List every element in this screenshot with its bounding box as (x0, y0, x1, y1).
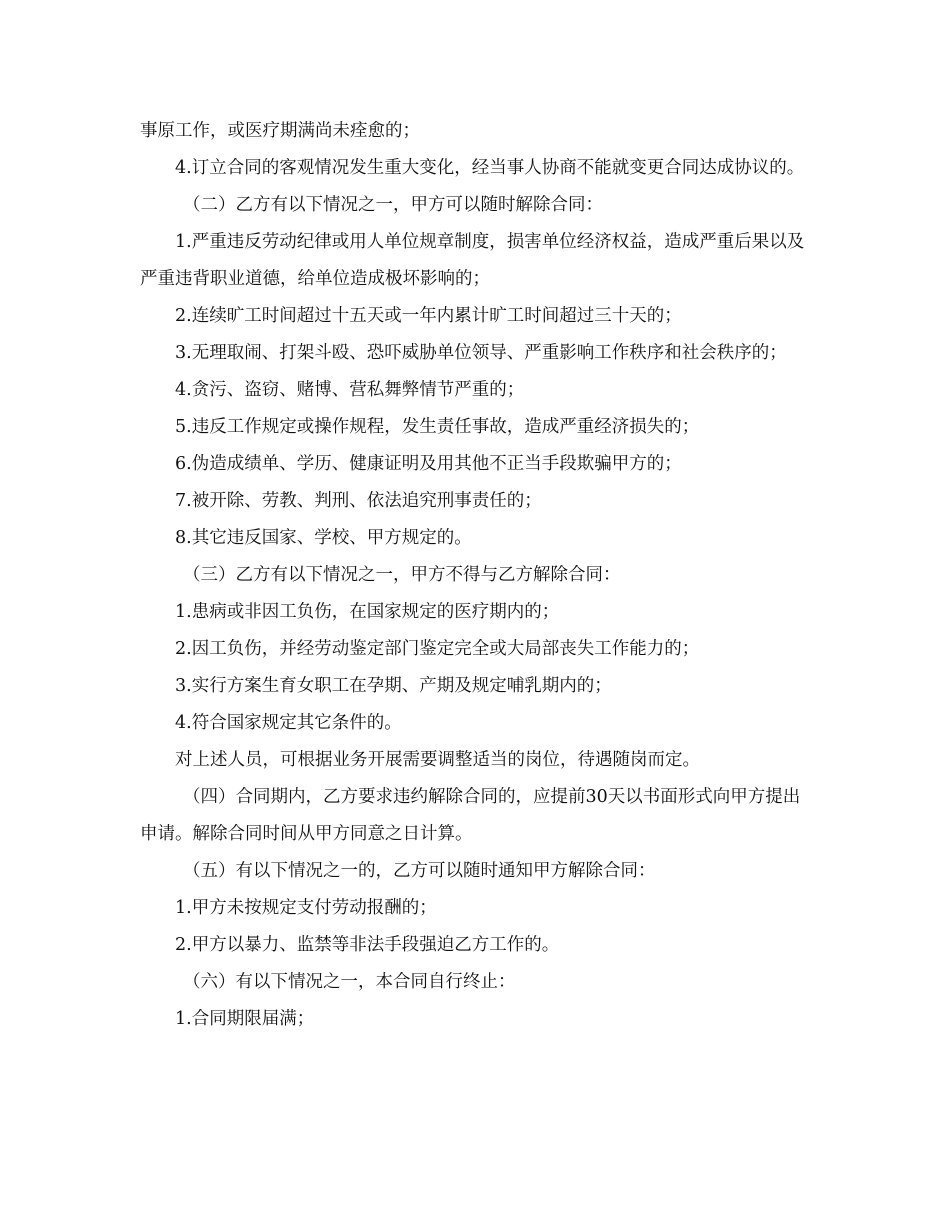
paragraph-item: 1.甲方未按规定支付劳动报酬的； (175, 898, 437, 918)
paragraph-item: 6.伪造成绩单、学历、健康证明及用其他不正当手段欺骗甲方的； (175, 454, 682, 474)
paragraph-item: 2.连续旷工时间超过十五天或一年内累计旷工时间超过三十天的； (175, 306, 682, 326)
paragraph-item: 3.无理取闹、打架斗殴、恐吓威胁单位领导、严重影响工作秩序和社会秩序的； (175, 343, 787, 363)
paragraph-item: 1.患病或非因工负伤，在国家规定的医疗期内的； (175, 602, 560, 622)
paragraph-note: 对上述人员，可根据业务开展需要调整适当的岗位，待遇随岗而定。 (175, 750, 700, 770)
section-heading-5: （五）有以下情况之一的，乙方可以随时通知甲方解除合同： (183, 861, 656, 881)
section-heading-2: （二）乙方有以下情况之一，甲方可以随时解除合同： (183, 195, 603, 215)
paragraph-item: 4.订立合同的客观情况发生重大变化，经当事人协商不能就变更合同达成协议的。 (175, 158, 805, 178)
paragraph-item: 7.被开除、劳教、判刑、依法追究刑事责任的； (175, 491, 542, 511)
paragraph-item: 1.严重违反劳动纪律或用人单位规章制度，损害单位经济权益，造成严重后果以及严重违背职业道德，给单位造成极坏影响的； (140, 232, 805, 289)
paragraph-item: 4.符合国家规定其它条件的。 (175, 713, 402, 733)
paragraph-item: 2.因工负伤，并经劳动鉴定部门鉴定完全或大局部丧失工作能力的； (175, 639, 700, 659)
paragraph-item: 2.甲方以暴力、监禁等非法手段强迫乙方工作的。 (175, 935, 560, 955)
section-heading-4: （四）合同期内，乙方要求违约解除合同的，应提前30天以书面形式向甲方提出申请。解除合同时间从甲方同意之日计算。 (140, 787, 801, 844)
section-heading-3: （三）乙方有以下情况之一，甲方不得与乙方解除合同： (183, 565, 621, 585)
paragraph-item: 4.贪污、盗窃、赌博、营私舞弊情节严重的； (175, 380, 525, 400)
document-body (140, 113, 815, 1038)
paragraph-item: 3.实行方案生育女职工在孕期、产期及规定哺乳期内的； (175, 676, 612, 696)
paragraph-item: 8.其它违反国家、学校、甲方规定的。 (175, 528, 472, 548)
paragraph-item: 5.违反工作规定或操作规程，发生责任事故，造成严重经济损失的； (175, 417, 700, 437)
section-heading-6: （六）有以下情况之一，本合同自行终止： (183, 972, 516, 992)
paragraph-continuation: 事原工作，或医疗期满尚未痊愈的； (140, 121, 420, 141)
paragraph-item: 1.合同期限届满； (175, 1009, 315, 1029)
